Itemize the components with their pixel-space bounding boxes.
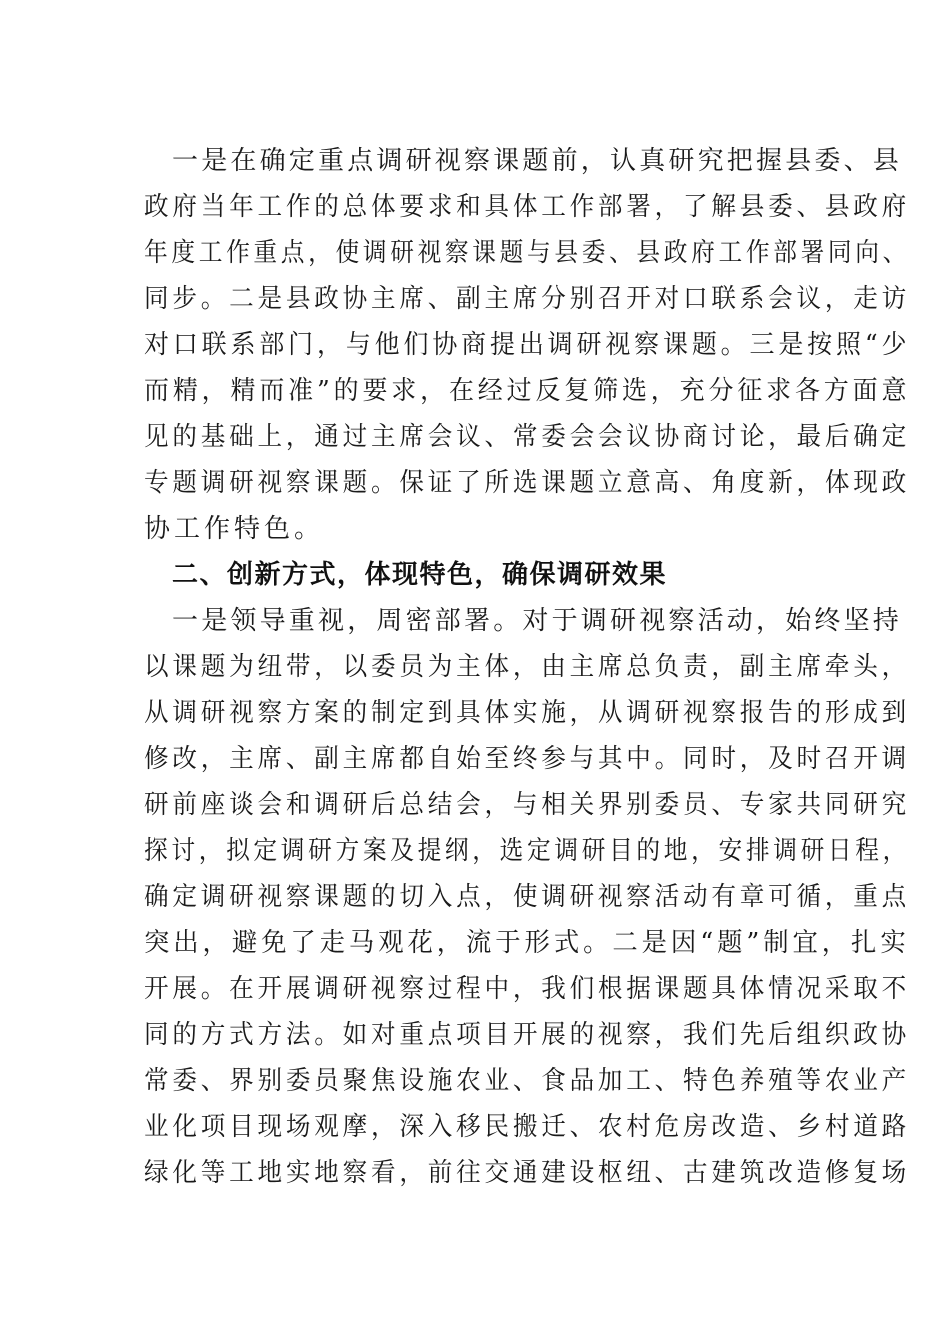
paragraph-line: 绿化等工地实地察看，前往交通建设枢纽、古建筑改造修复场 xyxy=(144,1158,911,1188)
paragraph-line: 一是在确定重点调研视察课题前，认真研究把握县委、县 xyxy=(172,146,903,176)
paragraph-line: 研前座谈会和调研后总结会，与相关界别委员、专家共同研究 xyxy=(144,790,911,820)
paragraph-line: 年度工作重点，使调研视察课题与县委、县政府工作部署同向、 xyxy=(144,238,911,268)
paragraph-line: 对口联系部门，与他们协商提出调研视察课题。三是按照“少 xyxy=(144,330,911,360)
paragraph-line: 修改，主席、副主席都自始至终参与其中。同时，及时召开调 xyxy=(144,744,911,774)
paragraph-line: 探讨，拟定调研方案及提纲，选定调研目的地，安排调研日程， xyxy=(144,836,911,866)
paragraph-line: 业化项目现场观摩，深入移民搬迁、农村危房改造、乡村道路 xyxy=(144,1112,911,1142)
paragraph-line: 而精，精而准”的要求，在经过反复筛选，充分征求各方面意 xyxy=(144,376,911,406)
paragraph-line: 确定调研视察课题的切入点，使调研视察活动有章可循，重点 xyxy=(144,882,911,912)
paragraph-line: 政府当年工作的总体要求和具体工作部署，了解县委、县政府 xyxy=(144,192,911,222)
paragraph-line: 协工作特色。 xyxy=(144,514,325,544)
paragraph-line: 以课题为纽带，以委员为主体，由主席总负责，副主席牵头， xyxy=(144,652,911,682)
paragraph-line: 同步。二是县政协主席、副主席分别召开对口联系会议，走访 xyxy=(144,284,911,314)
paragraph-line: 一是领导重视，周密部署。对于调研视察活动，始终坚持 xyxy=(172,606,903,636)
paragraph-line: 突出，避免了走马观花，流于形式。二是因“题”制宜，扎实 xyxy=(144,928,910,958)
paragraph-line: 见的基础上，通过主席会议、常委会会议协商讨论，最后确定 xyxy=(144,422,911,452)
paragraph-line: 同的方式方法。如对重点项目开展的视察，我们先后组织政协 xyxy=(144,1020,911,1050)
paragraph-line: 开展。在开展调研视察过程中，我们根据课题具体情况采取不 xyxy=(144,974,911,1004)
paragraph-line: 专题调研视察课题。保证了所选课题立意高、角度新，体现政 xyxy=(144,468,911,498)
paragraph-line: 常委、界别委员聚焦设施农业、食品加工、特色养殖等农业产 xyxy=(144,1066,911,1096)
paragraph-line: 从调研视察方案的制定到具体实施，从调研视察报告的形成到 xyxy=(144,698,911,728)
section-heading: 二、创新方式，体现特色，确保调研效果 xyxy=(172,560,668,590)
